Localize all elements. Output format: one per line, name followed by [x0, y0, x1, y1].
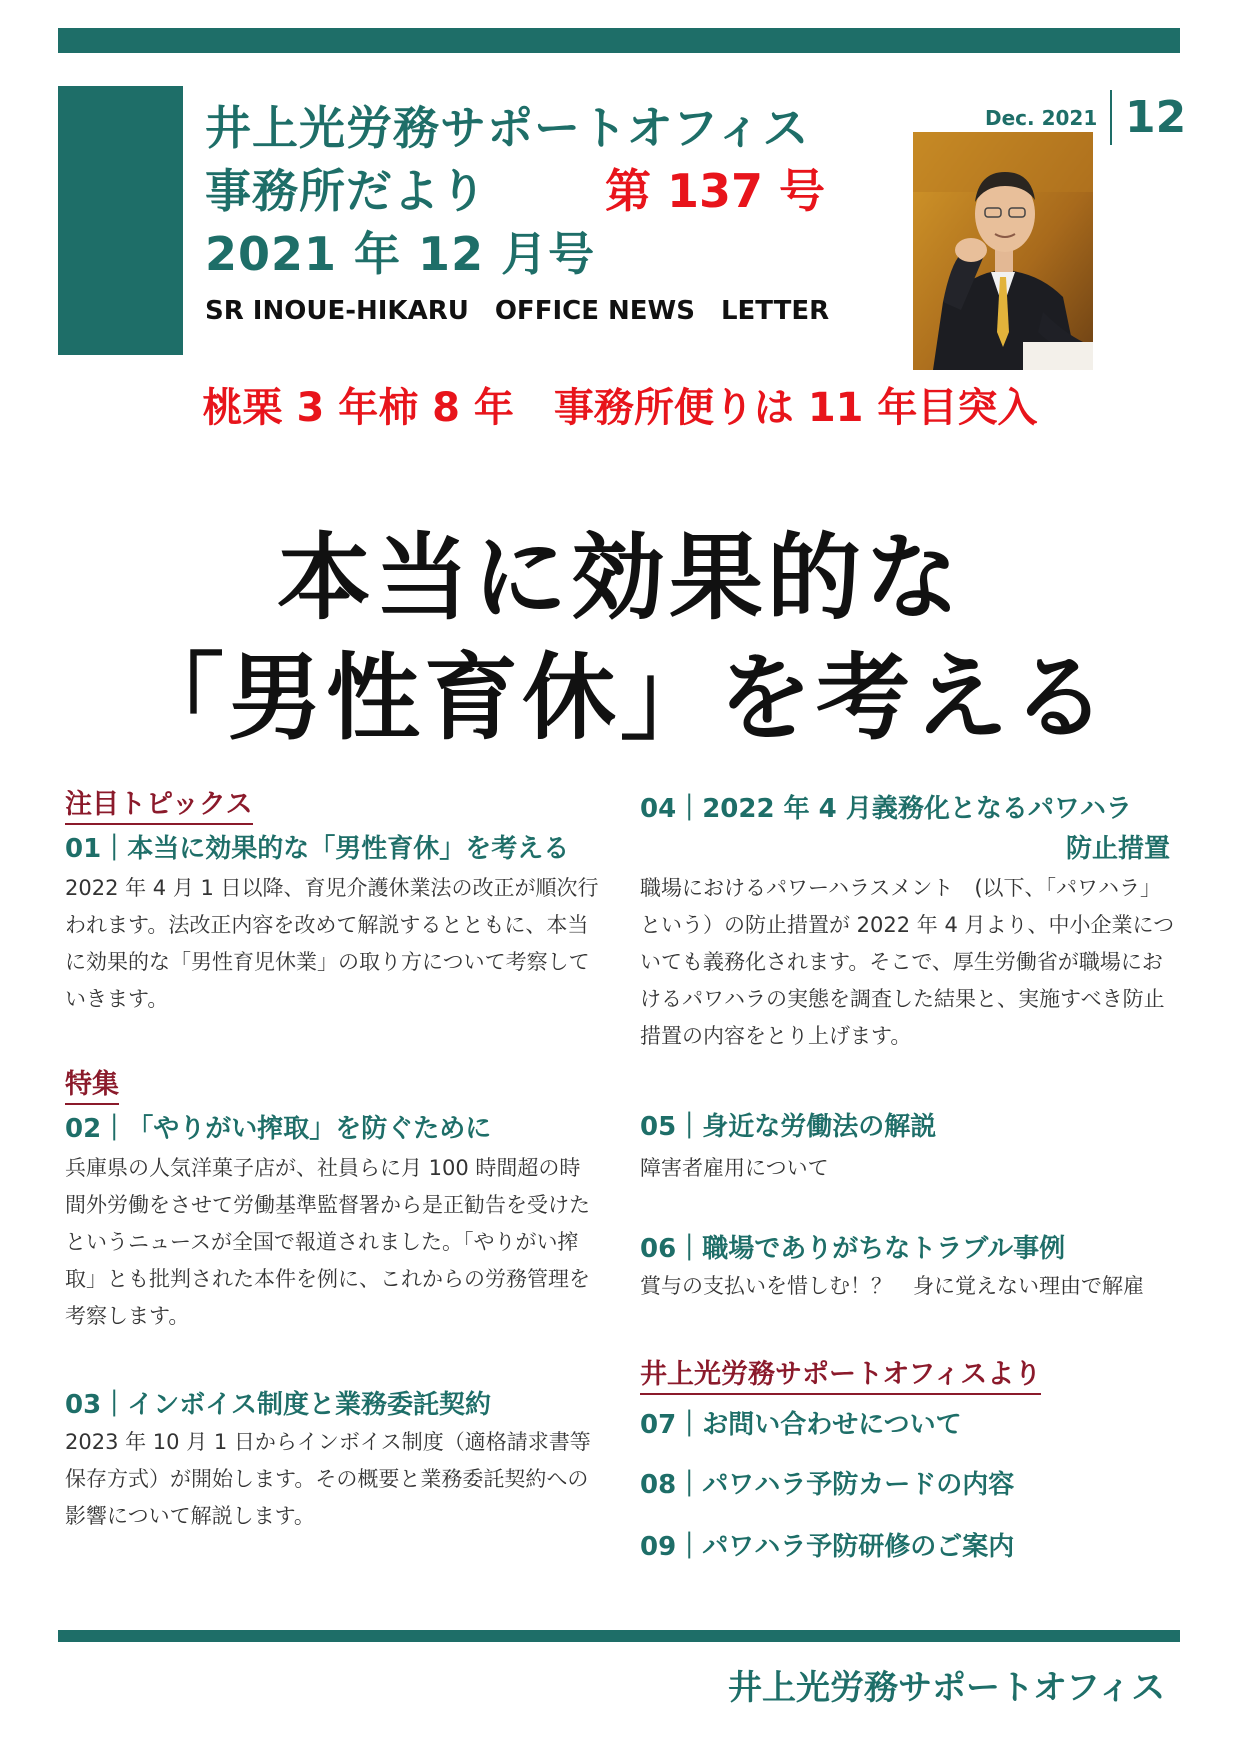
item-number: 02: [65, 1114, 102, 1144]
item-number: 04: [640, 794, 677, 824]
english-subtitle: SR INOUE-HIKARU OFFICE NEWS LETTER: [205, 296, 830, 326]
item-05-title[interactable]: [640, 1106, 936, 1143]
item-06-desc: 賞与の支払いを惜しむ！？ 身に覚えない理由で解雇: [640, 1274, 1144, 1298]
separator: ｜: [676, 1234, 703, 1264]
anniversary-banner: 桃栗 3 年柿 8 年 事務所便りは 11 年目突入: [202, 385, 1038, 431]
top-bar: [58, 28, 1180, 53]
item-title-text: パワハラ予防研修のご案内: [702, 1532, 1015, 1562]
item-title-text: パワハラ予防カードの内容: [702, 1470, 1015, 1500]
item-number: 06: [640, 1234, 677, 1264]
separator: ｜: [676, 1410, 703, 1440]
separator: ｜: [101, 834, 128, 864]
topics-label: 注目トピックス: [65, 789, 253, 825]
item-04-desc: 職場におけるパワーハラスメント (以下、「パワハラ」という）の防止措置が 2022 年 4 月より、中小企業についても義務化されます。そこで、厚生労働省が職場におけるパワハラの実態を調査した結果と、実施すべき防止措置の内容をとり上げます。: [640, 876, 1175, 1048]
item-title-text: お問い合わせについて: [702, 1410, 962, 1440]
feature-label: 特集: [65, 1069, 119, 1105]
separator: ｜: [101, 1390, 128, 1420]
separator: ｜: [676, 1470, 703, 1500]
item-number: 01: [65, 834, 102, 864]
date-label: Dec. 2021: [985, 106, 1098, 130]
section-label-office: [640, 1352, 1041, 1391]
item-08-title[interactable]: [640, 1464, 1014, 1501]
office-name: 井上光労務サポートオフィス: [205, 101, 810, 155]
item-02-desc: 兵庫県の人気洋菓子店が、社員らに月 100 時間超の時間外労働をさせて労働基準監督署から是正勧告を受けたというニュースが全国で報道されました。「やりがい搾取」とも批判された本件を例に、これからの労務管理を考察します。: [65, 1156, 590, 1328]
item-05-desc: 障害者雇用について: [640, 1156, 829, 1180]
item-04-title-cont: 防止措置: [1065, 834, 1170, 864]
item-01-title[interactable]: [65, 828, 569, 865]
item-number: 07: [640, 1410, 677, 1440]
office-label: 井上光労務サポートオフィスより: [640, 1359, 1041, 1395]
item-04-title[interactable]: [640, 788, 1132, 825]
portrait-illustration: [913, 132, 1093, 370]
item-01-desc: 2022 年 4 月 1 日以降、育児介護休業法の改正が順次行われます。法改正内容を改めて解説するとともに、本当に効果的な「男性育児休業」の取り方について考察していきます。: [65, 876, 599, 1011]
newsletter-name: 事務所だより: [205, 164, 487, 218]
separator: ｜: [676, 794, 703, 824]
item-09-title[interactable]: [640, 1526, 1014, 1563]
section-label-feature: [65, 1062, 119, 1101]
item-title-text: 本当に効果的な「男性育休」を考える: [127, 834, 570, 864]
item-number: 08: [640, 1470, 677, 1500]
item-02-title[interactable]: [65, 1108, 491, 1145]
date-divider: [1110, 90, 1112, 145]
item-title-text: 「やりがい搾取」を防ぐために: [127, 1114, 492, 1144]
section-label-topics: [65, 782, 253, 821]
headline-line2: 「男性育休」を考える: [129, 644, 1110, 753]
item-title-text: 身近な労働法の解説: [702, 1112, 937, 1142]
item-number: 05: [640, 1112, 677, 1142]
separator: ｜: [676, 1532, 703, 1562]
item-03-desc: 2023 年 10 月 1 日からインボイス制度（適格請求書等保存方式）が開始します。その概要と業務委託契約への影響について解説します。: [65, 1430, 591, 1528]
separator: ｜: [101, 1114, 128, 1144]
header-color-block: [58, 86, 183, 355]
item-title-text: インボイス制度と業務委託契約: [127, 1390, 491, 1420]
issue-month: 2021 年 12 月号: [205, 227, 596, 281]
bottom-bar: [58, 1630, 1180, 1642]
footer-office-name: 井上光労務サポートオフィス: [728, 1668, 1166, 1708]
portrait-photo: [913, 132, 1093, 370]
item-title-text: 2022 年 4 月義務化となるパワハラ: [702, 794, 1132, 824]
month-number: 12: [1125, 92, 1187, 143]
issue-number: 第 137 号: [605, 164, 826, 218]
item-06-title[interactable]: [640, 1228, 1065, 1265]
item-title-text: 職場でありがちなトラブル事例: [702, 1234, 1066, 1264]
item-number: 03: [65, 1390, 102, 1420]
item-07-title[interactable]: [640, 1404, 962, 1441]
separator: ｜: [676, 1112, 703, 1142]
item-number: 09: [640, 1532, 677, 1562]
headline-line1: 本当に効果的な: [276, 524, 963, 633]
item-03-title[interactable]: [65, 1384, 491, 1421]
